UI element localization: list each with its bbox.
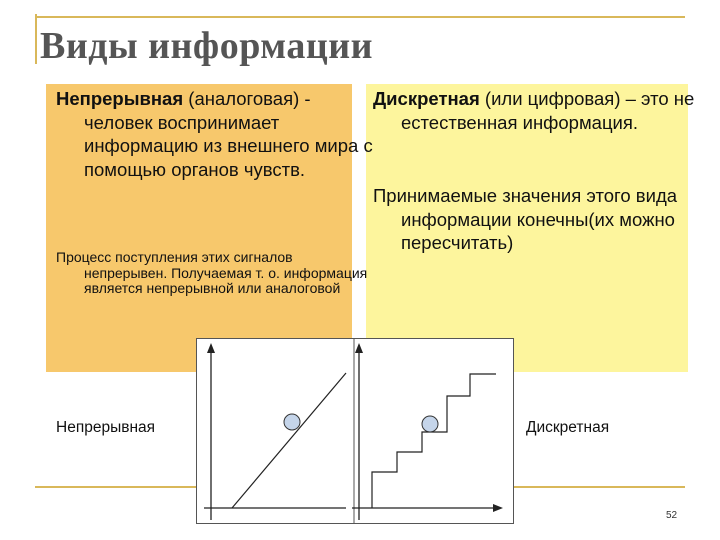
discrete-y-arrow: [355, 343, 363, 353]
discrete-heading: Дискретная: [373, 88, 480, 109]
continuous-y-arrow: [207, 343, 215, 353]
continuous-definition: [56, 87, 374, 181]
discrete-definition: [373, 87, 713, 134]
page-number: 52: [666, 510, 678, 521]
graphs-figure: [196, 338, 516, 528]
continuous-definition-text: (аналоговая) - человек воспринимает информацию из внешнего мира с помощью органов чувств.: [84, 88, 373, 180]
continuous-line: [232, 373, 346, 508]
continuous-note: Процесс поступления этих сигналов непрерывен. Получаемая т. о. информация является непрерывной или аналоговой: [56, 249, 368, 296]
discrete-x-arrow: [493, 504, 503, 512]
discrete-graph-label: Дискретная: [526, 419, 610, 436]
top-horizontal-rule: [35, 16, 685, 18]
discrete-staircase: [372, 374, 496, 508]
slide-title: Виды информации: [40, 25, 374, 67]
continuous-marker-icon: [284, 414, 300, 430]
continuous-graph-label: Непрерывная: [56, 419, 156, 436]
continuous-heading: Непрерывная: [56, 88, 184, 109]
discrete-marker-icon: [422, 416, 438, 432]
discrete-values-text: Принимаемые значения этого вида информации конечны(их можно пересчитать): [373, 185, 678, 253]
top-vertical-rule: [35, 14, 37, 64]
discrete-definition-text: (или цифровая) – это не естественная информация.: [401, 88, 695, 133]
